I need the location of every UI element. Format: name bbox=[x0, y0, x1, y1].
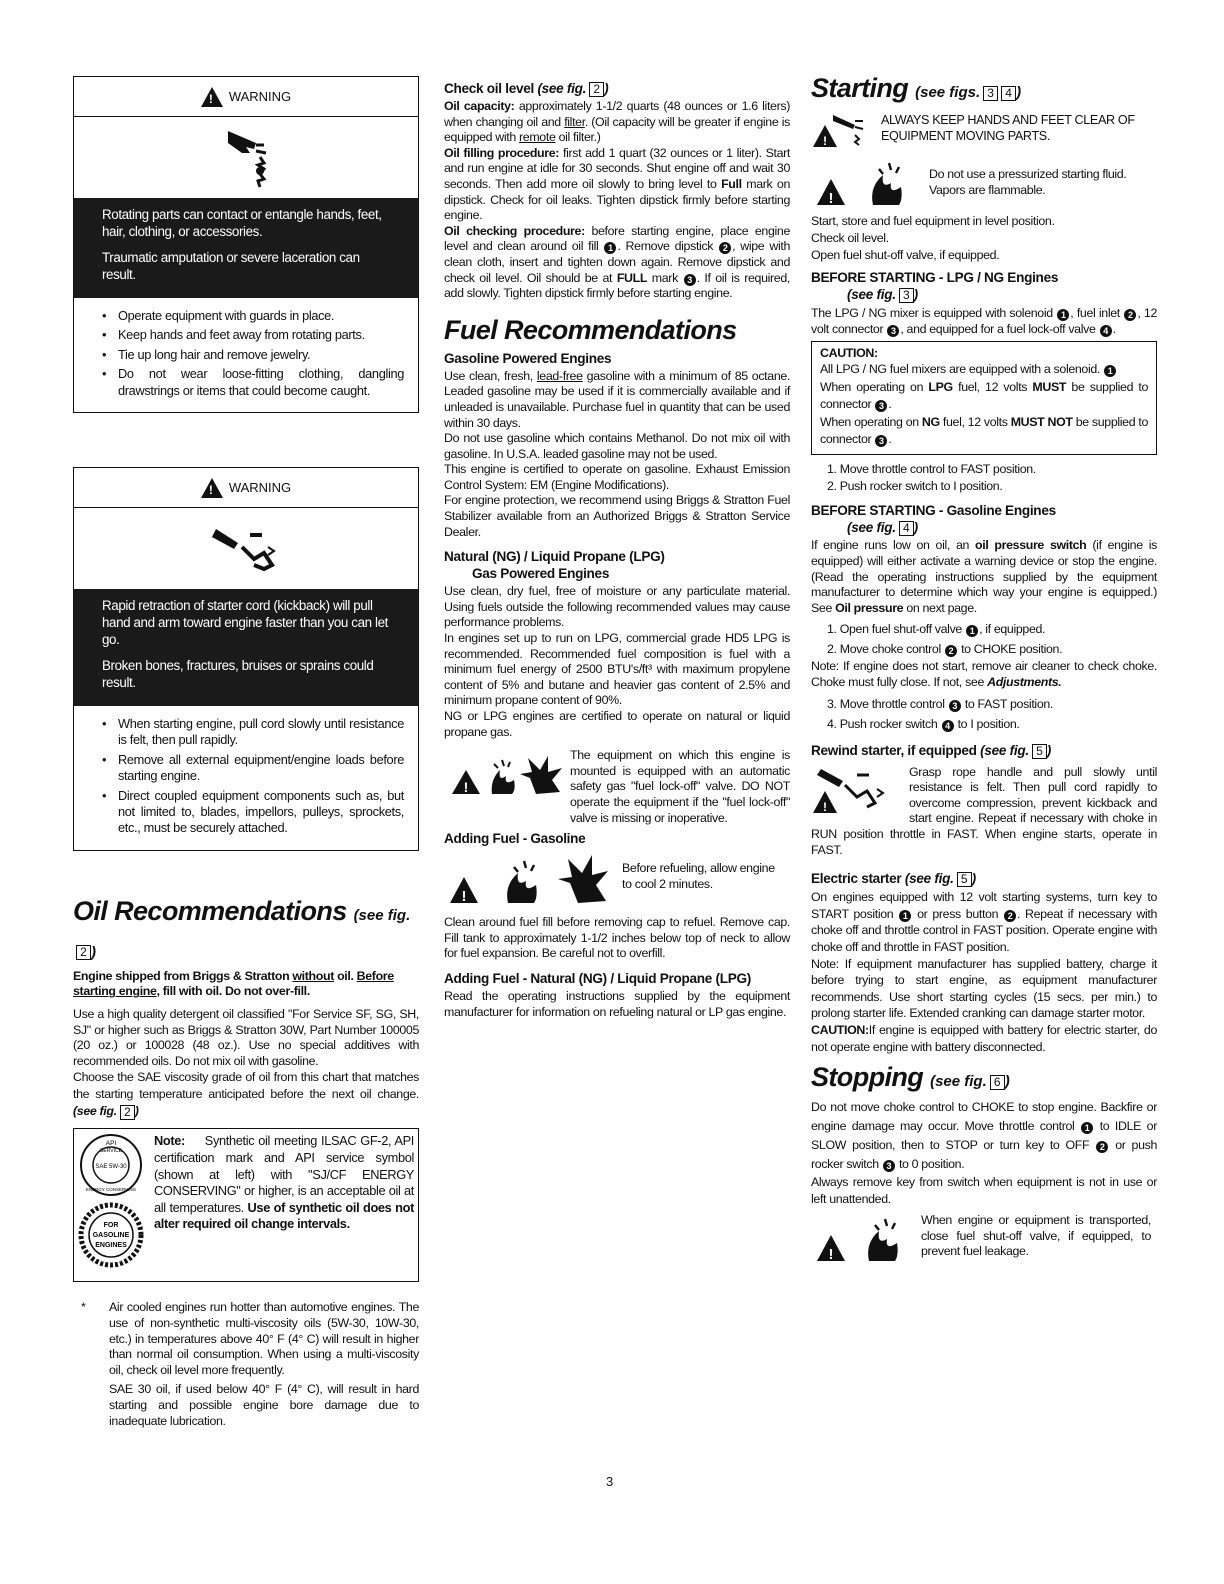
fig-number: 4 bbox=[899, 521, 914, 536]
list-item: 1. Move throttle control to FAST position. bbox=[827, 462, 1036, 477]
electric-starter-paragraph bbox=[811, 889, 1157, 955]
caution-line: When operating on NG fuel, 12 volts MUST NOT be supplied to connector 3 . bbox=[820, 414, 1148, 447]
lockoff-warning bbox=[444, 746, 790, 826]
fig-ref-text: (see fig. bbox=[537, 81, 587, 96]
text-run: , wipe with clean cloth, insert and tighten down again. Remove dipstick and check oil level. Oil should be at bbox=[444, 239, 790, 285]
lpg-steps bbox=[811, 461, 1157, 495]
seal-text: GASOLINE bbox=[92, 1232, 130, 1240]
callout-circle: 3 bbox=[875, 400, 887, 412]
heading-text: BEFORE STARTING - Gasoline Engines bbox=[811, 503, 1056, 519]
list-item: • Tie up long hair and remove jewelry. bbox=[102, 347, 404, 363]
heading-text: BEFORE STARTING - LPG / NG Engines bbox=[811, 270, 1059, 285]
text-run: 1. Open fuel shut-off valve bbox=[827, 622, 962, 637]
text-run: When operating on bbox=[820, 414, 919, 429]
synthetic-oil-note bbox=[73, 1128, 419, 1282]
battery-note: Note: If equipment manufacturer has supplied battery, charge it before trying to start engine, as equipment manufacturer recommends. Use short starting cycles (15 secs. per min.) to prolong starter life. Extended cranking can damage starter motor. bbox=[811, 956, 1157, 1021]
list-item bbox=[827, 714, 1157, 734]
warning-bullets bbox=[74, 706, 418, 850]
text-run: oil filter.) bbox=[555, 130, 601, 145]
text-run: or press button bbox=[917, 906, 999, 921]
gas-before-starting-title bbox=[811, 502, 1157, 536]
fire-warning-icon bbox=[811, 157, 921, 207]
text-run: , 12 volt connector bbox=[811, 306, 1158, 337]
fig-number: 2 bbox=[589, 82, 604, 97]
api-seals bbox=[78, 1133, 146, 1273]
text-run: approximately 1-1/2 quarts (48 ounces or 1.6 liters) when changing oil and bbox=[444, 99, 790, 129]
callout-circle: 3 bbox=[875, 435, 887, 447]
starting-fluid-warning bbox=[811, 157, 1157, 207]
api-service-symbol-icon bbox=[78, 1133, 144, 1197]
heading-text: Electric starter bbox=[811, 871, 902, 887]
fuel-paragraph: Clean around fuel fill before removing cap to refuel. Remove cap. Fill tank to approximately 1-1/2 inches below top of neck to allow for fuel expansion. Be careful not to overfill. bbox=[444, 915, 790, 961]
pre-start-line: Check oil level. bbox=[811, 231, 889, 245]
page-number: 3 bbox=[606, 1474, 614, 1489]
text-run: Use of synthetic oil does not alter required oil change intervals. bbox=[154, 1199, 414, 1232]
fig-ref: (see fig. 4 ) bbox=[847, 520, 918, 536]
asterisk: * bbox=[81, 1300, 86, 1315]
stopping-paragraph: Always remove key from switch when equipment is not in use or left unattended. bbox=[811, 1175, 1157, 1206]
text-run: , and equipped for a fuel lock-off valve bbox=[900, 322, 1096, 337]
svg-text:!: ! bbox=[823, 134, 827, 148]
column-left bbox=[73, 76, 419, 1429]
list-item bbox=[827, 639, 1157, 659]
fig-ref: (see fig. 6 ) bbox=[930, 1073, 1010, 1091]
kickback-arm-icon bbox=[206, 519, 286, 579]
callout-circle: 4 bbox=[942, 720, 954, 732]
text-run: first add 1 quart (32 ounces or 1 liter). Start and run engine at idle for 30 seconds. Shut engine off and wait 30 seconds. Then add more oil slowly to bring level to bbox=[444, 145, 790, 191]
text-run: FULL bbox=[616, 270, 648, 285]
callout-circle: 1 bbox=[899, 910, 911, 922]
section-title-text: Starting bbox=[811, 73, 909, 103]
section-title-text: Oil Recommendations bbox=[73, 895, 347, 926]
fig-ref: (see fig.2 ) bbox=[73, 907, 410, 961]
footnote-body bbox=[109, 1300, 419, 1429]
text-run: Do not move choke control to CHOKE to stop engine. Backfire or engine damage may occur. Move throttle control bbox=[811, 1100, 1157, 1134]
text-run: Full bbox=[721, 176, 742, 191]
fig-ref-text: (see fig. bbox=[980, 742, 1029, 758]
callout-circle: 2 bbox=[1004, 910, 1016, 922]
fig-ref-text: (see fig. bbox=[930, 1073, 987, 1091]
warning-hazard-text bbox=[74, 589, 418, 706]
fuel-paragraph: This engine is certified to operate on gasoline. Exhaust Emission Control System: EM (Engine Modifications). bbox=[444, 462, 790, 492]
caution-box-lpg bbox=[811, 341, 1157, 456]
fig-ref-text: (see fig. bbox=[353, 906, 411, 924]
fig-number: 2 bbox=[76, 945, 91, 960]
lpg-mixer-paragraph: The LPG / NG mixer is equipped with solenoid 1 , fuel inlet 2 , 12 volt connector 3 , and equipped for a fuel lock-off valve 4 . bbox=[811, 306, 1158, 337]
list-item: 2. Push rocker switch to I position. bbox=[827, 479, 1003, 494]
text-run: , fuel inlet bbox=[1070, 306, 1120, 320]
warning-label: WARNING bbox=[228, 480, 292, 496]
callout-circle: 2 bbox=[1124, 309, 1136, 321]
warning-pictogram bbox=[74, 508, 418, 589]
warning-pictogram bbox=[74, 117, 418, 198]
pre-start-line: Open fuel shut-off valve, if equipped. bbox=[811, 248, 1000, 262]
fuel-paragraph: Do not use gasoline which contains Methanol. Do not mix oil with gasoline. In U.S.A. leaded gasoline may not be used. bbox=[444, 431, 790, 461]
callout-circle: 4 bbox=[1100, 325, 1112, 337]
hazard-line: Traumatic amputation or severe laceration can result. bbox=[102, 250, 360, 282]
caution-title: CAUTION: bbox=[820, 345, 878, 360]
svg-text:!: ! bbox=[461, 888, 467, 906]
text-run: Adjustments. bbox=[987, 675, 1062, 689]
list-item bbox=[827, 694, 1157, 714]
text-run: MUST NOT bbox=[1010, 414, 1073, 429]
fig-number: 5 bbox=[1032, 744, 1047, 759]
text-run: All LPG / NG fuel mixers are equipped with a solenoid. bbox=[820, 362, 1101, 377]
oil-pressure-paragraph bbox=[811, 538, 1157, 616]
text-run: lead-free bbox=[536, 368, 583, 383]
oil-recommendations-title bbox=[73, 895, 419, 969]
pre-start-line: Start, store and fuel equipment in level position. bbox=[811, 214, 1055, 228]
fig-ref-text: (see fig. bbox=[904, 871, 954, 887]
seal-text: FOR bbox=[103, 1222, 119, 1230]
oil-intro bbox=[73, 969, 419, 1000]
lockoff-text-top bbox=[570, 748, 790, 826]
fig-number: 4 bbox=[1001, 86, 1016, 101]
callout-circle: 1 bbox=[1104, 365, 1116, 377]
note-label: Note: bbox=[154, 1133, 185, 1149]
text-run: , if equipped. bbox=[979, 622, 1046, 637]
text-run: fuel, 12 volts bbox=[942, 414, 1008, 429]
list-item: • Do not wear loose-fitting clothing, dangling drawstrings or items that could become caught. bbox=[102, 366, 404, 399]
hazard-line: Rotating parts can contact or entangle hands, feet, hair, clothing, or accessories. bbox=[102, 207, 382, 239]
seal-text: SERVICE bbox=[100, 1148, 122, 1155]
heading-text: Rewind starter, if equipped bbox=[811, 742, 977, 758]
callout-circle: 1 bbox=[1057, 309, 1069, 321]
fuel-paragraph bbox=[444, 369, 790, 431]
callout-circle: 3 bbox=[887, 325, 899, 337]
text-run: be supplied to connector bbox=[820, 414, 1148, 447]
label: Oil capacity: bbox=[444, 99, 515, 113]
gas-steps bbox=[811, 619, 1157, 659]
alert-triangle-icon bbox=[201, 87, 223, 107]
rewind-starter-block bbox=[811, 765, 1157, 859]
text-run: If engine runs low on oil, an bbox=[811, 538, 970, 553]
oil-paragraph: Choose the SAE viscosity grade of oil from this chart that matches the starting temperature anticipated before the next oil change. (see fig. 2 ) bbox=[73, 1070, 419, 1119]
stopping-paragraph bbox=[811, 1098, 1157, 1174]
oil-paragraph: Use a high quality detergent oil classified "For Service SF, SG, SH, SJ" or higher such as Briggs & Stratton 30W, Part Number 100005 (20 oz.) or 100028 (48 oz.). Use no special additives with recommended oils. Do not mix oil with gasoline. bbox=[73, 1007, 419, 1068]
refuel-cool-warning bbox=[444, 853, 790, 915]
fire-warning-icon bbox=[811, 1213, 913, 1263]
text-run: Note: If engine does not start, remove air cleaner to check choke. Choke must fully close. If not, see bbox=[811, 659, 1157, 689]
list-item: • When starting engine, pull cord slowly until resistance is felt, then pull rapidly. bbox=[102, 716, 404, 749]
text-run: to I position. bbox=[957, 716, 1020, 731]
entanglement-hand-icon bbox=[216, 123, 276, 193]
callout-circle: 1 bbox=[966, 625, 978, 637]
fig-ref: (see fig. 3 ) bbox=[847, 287, 918, 302]
list-item bbox=[827, 619, 1157, 639]
text-run: on next page. bbox=[906, 600, 977, 615]
text-run: Before starting engine bbox=[73, 968, 394, 999]
text-run: . Repeat if necessary with choke off and throttle control in FAST position. Operate engine with choke off and throttle in FAST position. bbox=[811, 906, 1158, 954]
keep-clear-warning bbox=[811, 113, 1157, 149]
ng-lpg-title bbox=[444, 548, 790, 582]
callout-circle: 3 bbox=[684, 274, 696, 286]
svg-text:!: ! bbox=[828, 1246, 834, 1264]
warning-hazard-text bbox=[74, 198, 418, 298]
text-run: The equipment on which this engine is mounted is equipped with an automatic safety gas "fuel lock-off" valve. DO NOT operate the equipment if the "fuel lock-off" valve is missing or inoperative. bbox=[570, 748, 790, 825]
fire-explosion-warning-icon bbox=[450, 752, 568, 796]
text-run: to CHOKE position. bbox=[961, 642, 1063, 657]
fig-number: 3 bbox=[983, 86, 998, 101]
callout-circle: 2 bbox=[719, 242, 731, 254]
footnote-star bbox=[73, 1300, 419, 1429]
text-run: mark bbox=[651, 270, 678, 285]
svg-text:!: ! bbox=[823, 799, 827, 814]
callout-circle: 1 bbox=[604, 242, 616, 254]
footnote-paragraph: SAE 30 oil, if used below 40° F (4° C), will result in hard starting and possible engine bore damage due to inadequate lubrication. bbox=[109, 1382, 419, 1428]
transport-warning bbox=[811, 1213, 1157, 1263]
text-run: . Remove dipstick bbox=[617, 239, 714, 254]
oil-capacity bbox=[444, 99, 790, 146]
column-right bbox=[811, 72, 1157, 1263]
text-run: Oil pressure bbox=[835, 600, 904, 615]
fire-explosion-warning-icon bbox=[444, 853, 610, 905]
warning-label: WARNING bbox=[228, 89, 292, 104]
rewind-text: Grasp rope handle and pull slowly until resistance is felt. Then pull cord rapidly to overcome compression, prevent kickback and start engine. Repeat if necessary with choke in RUN position throttle in FAST. When engine starts, operate in FAST. bbox=[811, 764, 1157, 857]
text-run: 3. Move throttle control bbox=[827, 696, 945, 711]
warning-header bbox=[74, 468, 418, 508]
seal-text: ENERGY CONSERVING bbox=[85, 1187, 137, 1193]
callout-circle: 2 bbox=[945, 645, 957, 657]
text-run: If engine is equipped with battery for electric starter, do not operate engine with battery disconnected. bbox=[811, 1022, 1157, 1054]
text-run: 2. Move choke control bbox=[827, 642, 941, 657]
warning-bullets bbox=[74, 298, 418, 412]
adding-fuel-ng-title: Adding Fuel - Natural (NG) / Liquid Propane (LPG) bbox=[444, 970, 752, 986]
svg-text:!: ! bbox=[828, 190, 834, 207]
fuel-paragraph: In engines set up to run on LPG, commercial grade HD5 LPG is recommended. Recommended fuel composition is fuel with a minimum fuel energy of 2500 BTU's/ft³ with maximum propylene content of 5% and butane and heavier gas content of 2.5% and minimum propane content of 90%. bbox=[444, 631, 790, 708]
caution-line: When operating on LPG fuel, 12 volts MUST be supplied to connector 3 . bbox=[820, 379, 1149, 412]
callout-circle: 3 bbox=[949, 700, 961, 712]
text-run: gasoline with a minimum of 85 octane. Leaded gasoline may be used if it is commercially available and if unleaded is unavailable. Purchase fuel in quantity that can be used within 30 days. bbox=[444, 368, 790, 430]
text-run: Use clean, fresh, bbox=[444, 368, 537, 383]
heading-text: Gas Powered Engines bbox=[472, 566, 610, 582]
text-run: , fill with oil. Do not over-fill. bbox=[156, 984, 310, 999]
hazard-line: Broken bones, fractures, bruises or sprains could result. bbox=[102, 658, 374, 691]
seal-text: API bbox=[105, 1140, 117, 1148]
text-run: fuel, 12 volts bbox=[958, 379, 1028, 394]
list-item: • Remove all external equipment/engine loads before starting engine. bbox=[102, 752, 404, 785]
footnote-paragraph: Air cooled engines run hotter than automotive engines. The use of non-synthetic multi-viscosity oils (5W-30, 10W-30, etc.) in temperatures above 40° F (4° C) will result in higher than normal oil consumption. When using a multi-viscosity oil, check oil level more frequently. bbox=[109, 1300, 419, 1377]
text-run: before starting engine, place engine level and clean around oil fill bbox=[444, 223, 790, 254]
gas-steps-continued bbox=[811, 694, 1157, 734]
text-run: Engine shipped from Briggs & Stratton bbox=[73, 968, 293, 983]
fig-ref: (see figs. 3 4 ) bbox=[915, 84, 1022, 101]
check-oil-title: Check oil level (see fig. 2 ) bbox=[444, 81, 609, 96]
fig-number: 5 bbox=[957, 872, 972, 887]
caution-line bbox=[820, 361, 1148, 378]
text-run: to FAST position. bbox=[964, 696, 1054, 711]
gasoline-engines-title: Gasoline Powered Engines bbox=[444, 350, 612, 366]
fuel-paragraph: Use clean, dry fuel, free of moisture or any particulate material. Using fuels outside the following recommended values may cause performance problems. bbox=[444, 584, 790, 630]
callout-circle: 1 bbox=[1081, 1122, 1093, 1134]
text-run: remote bbox=[519, 130, 556, 145]
text-run: oil pressure switch bbox=[975, 538, 1087, 553]
text-run: 4. Push rocker switch bbox=[827, 716, 938, 731]
hazard-line: Rapid retraction of starter cord (kickback) will pull hand and arm toward engine faster than you can let go. bbox=[102, 598, 388, 648]
fuel-paragraph: NG or LPG engines are certified to operate on natural or liquid propane gas. bbox=[444, 709, 790, 739]
rotating-parts-warning-icon bbox=[811, 113, 873, 149]
text-run: or push rocker switch bbox=[811, 1138, 1158, 1172]
kickback-warning-icon bbox=[811, 765, 897, 815]
heading-text: Check oil level bbox=[444, 81, 534, 96]
text-run: (if engine is equipped) will either activate a warning device or stop the engine. (Read the operating instructions supplied by the equipment manufacturer to determine which way your engine is equipped.) See bbox=[811, 538, 1157, 615]
label: Oil filling procedure: bbox=[444, 145, 560, 160]
seal-text: CERTIFIED bbox=[100, 1258, 122, 1264]
list-item: • Operate equipment with guards in place. bbox=[102, 308, 404, 324]
text-run: to IDLE or SLOW position, then to STOP or turn key to OFF bbox=[811, 1119, 1157, 1153]
oil-filling bbox=[444, 146, 790, 224]
seal-text: SAE 5W-30 bbox=[95, 1164, 127, 1171]
electric-starter-title: Electric starter (see fig. 5 ) bbox=[811, 871, 976, 887]
text-run: When operating on bbox=[820, 379, 924, 394]
list-item: • Keep hands and feet away from rotating parts. bbox=[102, 327, 404, 343]
text-run: be supplied to connector bbox=[820, 379, 1149, 412]
fig-ref-text: (see fig. bbox=[847, 520, 896, 536]
fig-ref-text: (see figs. bbox=[915, 84, 981, 101]
fig-number: 3 bbox=[899, 288, 914, 303]
text-run: Synthetic oil meeting ILSAC GF-2, API certification mark and API service symbol (shown at left) with "SJ/CF ENERGY CONSERVING" or higher, is an acceptable oil at all temperatures. bbox=[154, 1133, 415, 1215]
fig-number: 2 bbox=[120, 1105, 135, 1120]
starting-title bbox=[811, 72, 1157, 109]
adding-fuel-gasoline-title: Adding Fuel - Gasoline bbox=[444, 831, 586, 847]
battery-caution bbox=[811, 1022, 1157, 1055]
text-run: The LPG / NG mixer is equipped with solenoid bbox=[811, 306, 1053, 320]
label: Oil checking procedure: bbox=[444, 223, 585, 238]
column-middle bbox=[444, 80, 790, 1020]
fig-number: 6 bbox=[990, 1075, 1005, 1090]
alert-triangle-icon bbox=[201, 478, 223, 498]
note-text bbox=[154, 1133, 414, 1273]
text-run: Choose the SAE viscosity grade of oil from this chart that matches the starting temperature anticipated before the next oil change. bbox=[73, 1070, 419, 1102]
text-run: NG bbox=[921, 414, 940, 429]
fig-ref-text: (see fig. bbox=[73, 1104, 117, 1119]
text-run: . If oil is required, add slowly. Tighten dipstick firmly before starting engine. bbox=[444, 270, 790, 301]
callout-circle: 3 bbox=[883, 1160, 895, 1172]
section-title-text: Stopping bbox=[811, 1062, 924, 1093]
warning-box-rotating-parts bbox=[73, 76, 419, 413]
transport-text: When engine or equipment is transported, close fuel shut-off valve, if equipped, to prevent fuel leakage. bbox=[921, 1213, 1151, 1259]
text-run: MUST bbox=[1032, 379, 1067, 394]
text-run: LPG bbox=[928, 379, 953, 394]
seal-text: ENGINES bbox=[95, 1242, 127, 1250]
stopping-title bbox=[811, 1061, 1157, 1098]
fuel-recommendations-title: Fuel Recommendations bbox=[444, 314, 737, 345]
choke-note bbox=[811, 659, 1157, 690]
text-run: mark on dipstick. Check for oil leaks. Tighten dipstick firmly before starting engine. bbox=[444, 176, 791, 223]
fuel-paragraph: For engine protection, we recommend using Briggs & Stratton Fuel Stabilizer available from an Authorized Briggs & Stratton Service Dealer. bbox=[444, 493, 790, 539]
rewind-starter-title: Rewind starter, if equipped (see fig. 5 ) bbox=[811, 742, 1052, 758]
callout-circle: 2 bbox=[1096, 1141, 1108, 1153]
text-run: . (Oil capacity will be greater if engine is equipped with bbox=[444, 114, 790, 145]
keep-clear-text: ALWAYS KEEP HANDS AND FEET CLEAR OF EQUIPMENT MOVING PARTS. bbox=[881, 113, 1135, 143]
warning-box-kickback bbox=[73, 467, 419, 851]
svg-text:!: ! bbox=[463, 779, 469, 796]
text-run: filter bbox=[564, 114, 585, 129]
heading-text: Natural (NG) / Liquid Propane (LPG) bbox=[444, 549, 665, 565]
warning-header bbox=[74, 77, 418, 117]
text-run: oil. bbox=[333, 968, 357, 983]
refuel-cool-text: Before refueling, allow engine to cool 2 minutes. bbox=[622, 861, 775, 891]
fig-ref-text: (see fig. bbox=[847, 287, 896, 302]
text-run: without bbox=[292, 968, 334, 983]
fuel-paragraph: Read the operating instructions supplied by the equipment manufacturer for information on refueling natural or LP gas engine. bbox=[444, 988, 790, 1019]
oil-checking bbox=[444, 224, 790, 302]
list-item: • Direct coupled equipment components such as, but not limited to, blades, impellors, pulleys, sprockets, etc., must be securely attached. bbox=[102, 788, 404, 837]
starting-fluid-text: Do not use a pressurized starting fluid. Vapors are flammable. bbox=[929, 167, 1127, 197]
text-run: to 0 position. bbox=[898, 1157, 965, 1172]
text-run: CAUTION: bbox=[811, 1022, 869, 1037]
certification-mark-icon bbox=[78, 1202, 144, 1268]
lpg-before-starting-title bbox=[811, 269, 1157, 303]
text-run: On engines equipped with 12 volt starting systems, turn key to START position bbox=[811, 890, 1157, 921]
